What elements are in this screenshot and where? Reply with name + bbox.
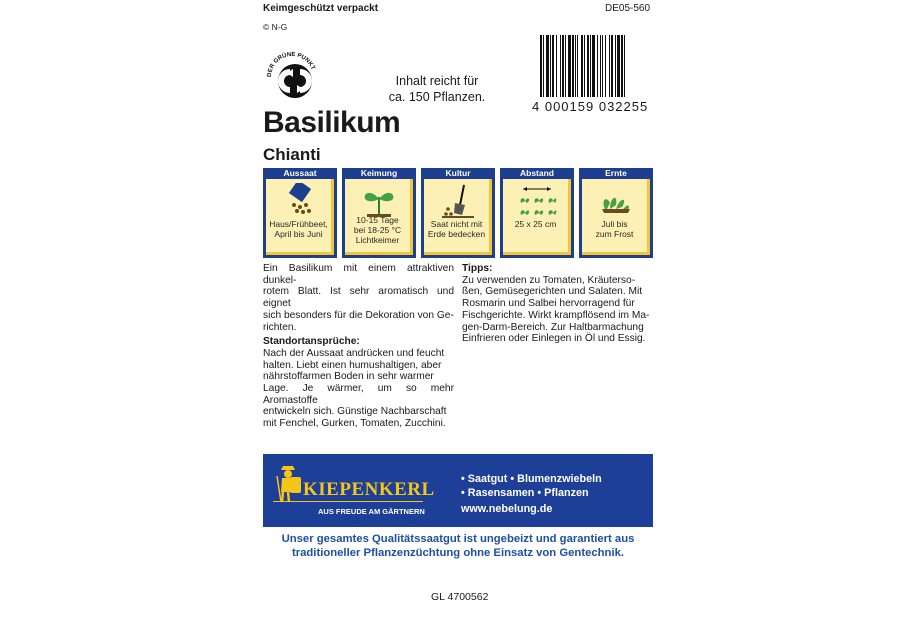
barcode-bar — [546, 35, 549, 97]
barcode-bar — [592, 35, 595, 97]
svg-text:DER GRÜNE PUNKT: DER GRÜNE PUNKT — [266, 51, 316, 78]
barcode-bar — [565, 35, 566, 97]
info-line: 10-15 Tage — [356, 215, 399, 225]
tipps-line: Einfrieren oder Einlegen in Öl und Essig. — [462, 333, 646, 345]
standort-line: entwickeln sich. Günstige Nachbarschaft — [263, 406, 447, 418]
seedling-icon — [359, 183, 399, 219]
barcode-bar — [543, 35, 544, 97]
info-box-keimung — [342, 168, 416, 258]
tipps-line: Rosmarin und Salbei hervorragend für — [462, 298, 635, 310]
barcode-bar — [597, 35, 598, 97]
info-line: 25 x 25 cm — [514, 219, 557, 229]
info-line: zum Frost — [595, 229, 634, 239]
info-line: Haus/Frühbeet, — [269, 219, 328, 229]
tipps-line: Zu verwenden zu Tomaten, Kräuterso- — [462, 274, 636, 286]
harvest-icon — [596, 183, 636, 219]
info-line: bei 18-25 °C — [353, 225, 402, 235]
product-range — [461, 473, 602, 517]
barcode-number: 4 000159 032255 — [532, 99, 649, 114]
barcode-bar — [584, 35, 585, 97]
tipps-line: gen-Darm-Bereich. Zur Haltbarmachung — [462, 321, 644, 333]
brand-slogan: AUS FREUDE AM GÄRTNERN — [318, 507, 425, 516]
barcode-bar — [581, 35, 583, 97]
quality-line: Unser gesamtes Qualitätssaatgut ist ungebeizt und garantiert aus — [281, 533, 635, 545]
product-range-line: • Rasensamen • Pflanzen — [461, 486, 589, 499]
standort-line: nährstoffarmen Boden in sehr warmer — [263, 371, 434, 383]
tipps-line: Fischgerichte. Wirkt krampflösend im Ma- — [462, 309, 650, 321]
brand-name: KIEPENKERL — [303, 479, 435, 500]
quality-statement — [263, 532, 653, 560]
product-name: Basilikum — [263, 106, 401, 139]
tipps-line: ßen, Gemüsegerichten und Salaten. Mit — [462, 286, 643, 298]
info-box-header: Kultur — [445, 168, 471, 178]
barcode-bar — [575, 35, 576, 97]
barcode — [538, 35, 654, 100]
description-line: richten. — [263, 321, 297, 333]
tipps — [462, 263, 653, 345]
info-line: Juli bis — [601, 219, 628, 229]
barcode-bar — [562, 35, 564, 97]
quality-line: traditioneller Pflanzenzüchtung ohne Einsatz von Gentechnik. — [291, 547, 625, 559]
barcode-bar — [590, 35, 591, 97]
barcode-bar — [617, 35, 620, 97]
product-code: DE05-560 — [605, 3, 651, 14]
website-link[interactable]: www.nebelung.de — [461, 503, 553, 515]
gruene-punkt-icon — [263, 47, 321, 105]
info-line: Lichtkeimer — [355, 235, 400, 245]
description-line: Ein Basilikum mit einem attraktiven dunkel- — [263, 263, 454, 286]
barcode-bar — [611, 35, 613, 97]
info-box-ernte — [579, 168, 653, 258]
info-box-header: Aussaat — [283, 168, 317, 178]
gruene-punkt-logo — [263, 47, 321, 105]
barcode-bar — [560, 35, 561, 97]
kiepenkerl-figure-icon — [273, 464, 303, 504]
barcode-bar — [609, 35, 610, 97]
info-box-header: Keimung — [360, 168, 398, 178]
standort-heading: Standortansprüche: — [263, 336, 360, 348]
info-box-abstand — [500, 168, 574, 258]
barcode-bar — [572, 35, 574, 97]
brand-banner — [263, 454, 653, 527]
shovel-icon — [438, 183, 478, 219]
description-line: sich besonders für die Dekoration von Ge- — [263, 309, 454, 321]
content-amount-line1: Inhalt reicht für — [395, 74, 479, 88]
footer-code: GL 4700562 — [431, 591, 489, 603]
copyright-notice: © N-G — [263, 22, 288, 32]
barcode-bar — [602, 35, 603, 97]
protection-label: Keimgeschützt verpackt — [263, 3, 379, 14]
info-box-aussaat — [263, 168, 337, 258]
info-line: April bis Juni — [274, 229, 323, 239]
barcode-bar — [615, 35, 616, 97]
seed-packet-icon — [280, 183, 320, 219]
barcode-bar — [550, 35, 551, 97]
description — [263, 263, 454, 430]
barcode-bars — [538, 35, 654, 97]
info-line: Saat nicht mit — [430, 219, 483, 229]
barcode-bar — [624, 35, 625, 97]
standort-line: halten. Liebt einen humushaltigen, aber — [263, 359, 442, 371]
description-line: rotem Blatt. Ist sehr aromatisch und eignet — [263, 286, 454, 310]
barcode-bar — [605, 35, 606, 97]
barcode-bar — [568, 35, 571, 97]
barcode-bar — [552, 35, 554, 97]
barcode-bar — [621, 35, 623, 97]
barcode-bar — [587, 35, 589, 97]
barcode-bar — [577, 35, 578, 97]
content-amount — [376, 73, 498, 105]
product-range-line: • Saatgut • Blumenzwiebeln — [461, 473, 602, 485]
info-line: Erde bedecken — [427, 229, 486, 239]
content-amount-line2: ca. 150 Pflanzen. — [388, 90, 486, 104]
barcode-bar — [600, 35, 601, 97]
barcode-bar — [540, 35, 542, 97]
info-box-header: Abstand — [520, 168, 554, 178]
spacing-icon — [517, 183, 557, 219]
tipps-heading: Tipps: — [462, 263, 493, 274]
barcode-bar — [556, 35, 557, 97]
brand-divider — [273, 501, 423, 502]
info-box-kultur — [421, 168, 495, 258]
standort-line: mit Fenchel, Gurken, Tomaten, Zucchini. — [263, 418, 446, 430]
info-box-header: Ernte — [605, 168, 627, 178]
product-variety: Chianti — [263, 145, 321, 164]
standort-line: Lage. Je wärmer, um so mehr Aromastoffe — [263, 383, 454, 406]
standort-line: Nach der Aussaat andrücken und feucht — [263, 347, 445, 359]
